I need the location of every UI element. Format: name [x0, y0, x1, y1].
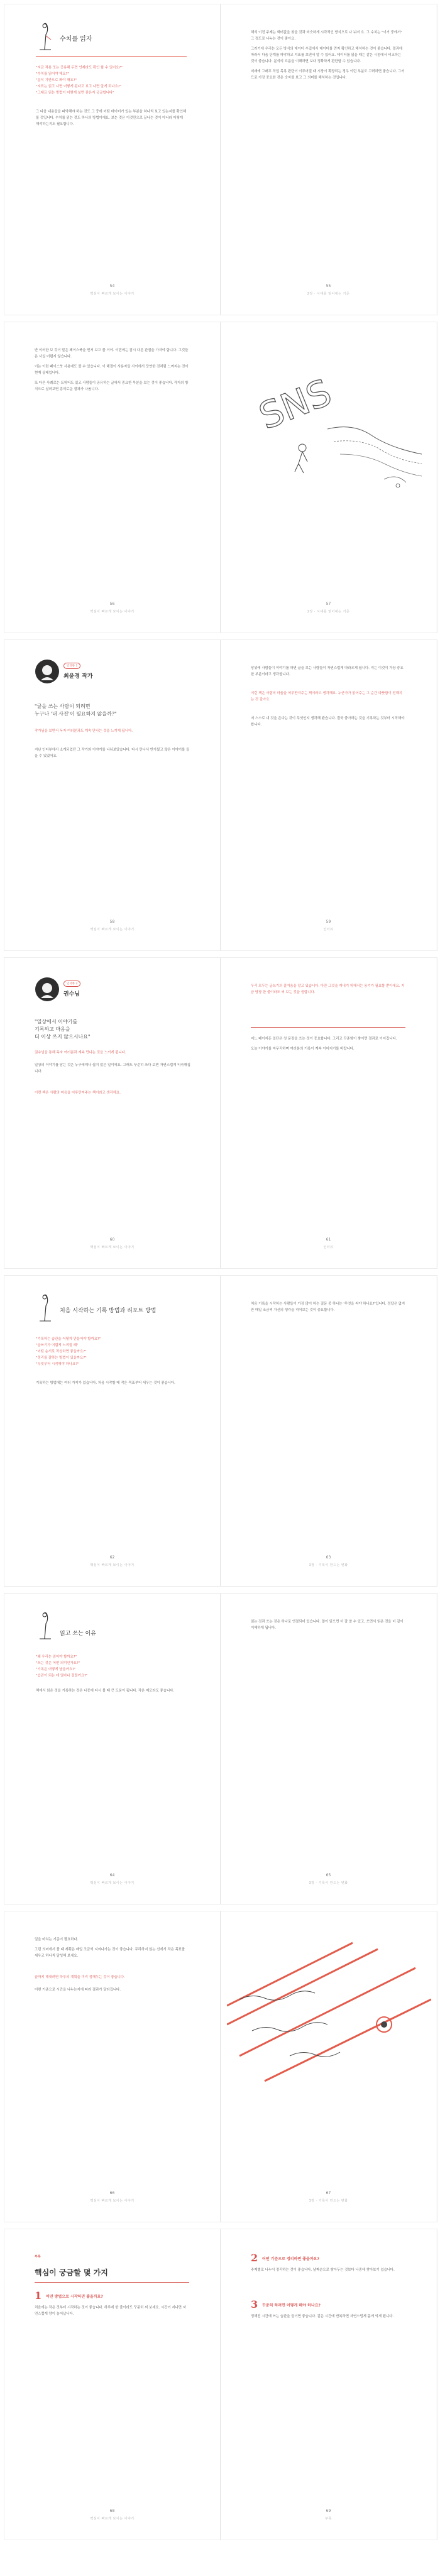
- question: "분석 기반으로 봐야 해요?": [36, 79, 77, 82]
- appendix-tag: 부록: [35, 2255, 41, 2259]
- page-number: 66: [109, 2191, 115, 2195]
- paragraph: 당위에 사람들이 이야기를 하면 글을 보는 사람들이 자연스럽게 따라오게 됩니다. 저는 이것이 가장 중요한 부분이라고 생각합니다.: [251, 666, 404, 677]
- interviewee-name: 권수님: [63, 991, 80, 997]
- page-number: 59: [326, 920, 331, 924]
- paragraph: 그런 의미에서 볼 때 계획은 매일 조금씩 지켜나가는 것이 좋습니다. 무리하지 않는 선에서 작은 목표를 세우고 하나씩 달성해 보세요.: [35, 1948, 185, 1958]
- answer-text: [251, 2267, 405, 2277]
- question: "그래프 읽는 방법이 어떻게 보면 좋은지 궁금합니다": [36, 91, 114, 95]
- paragraph: 읽는 것과 쓰는 것은 하나로 연결되어 있습니다. 많이 읽으면 더 잘 쓸 수 있고, 쓰면서 읽은 것을 더 깊이 이해하게 됩니다.: [251, 1620, 404, 1630]
- divider: [251, 1027, 405, 1028]
- body-text: [251, 715, 405, 732]
- paragraph: 또 다른 사례로는 트위터도 있고 사람들이 공유하는 글에서 중요한 부분을 보는 것이 좋습니다. 각자의 방식으로 살펴보면 흥미로운 결과가 나옵니다.: [35, 381, 189, 391]
- paragraph: 어느 페이지든 일단은 첫 문장을 쓰는 것이 중요합니다. 그리고 꾸준함이 쌓이면 결과로 이어집니다.: [251, 1037, 397, 1041]
- page-left: [4, 640, 221, 950]
- paragraph: 우리 모두는 글쓰기의 즐거움을 알고 있습니다. 다만 그것을 꺼내기 위해서는 용기가 필요할 뿐이에요. 지금 당장 한 줄이라도 써 보는 것을 권합니다.: [251, 984, 405, 994]
- question: "글쓰기가 어렵게 느껴질 때": [36, 1344, 79, 1347]
- question-number: 2: [251, 2252, 258, 2264]
- page-right: [221, 322, 436, 633]
- page-number: 63: [326, 1555, 331, 1560]
- running-footer: 핵심이 빠르게 보이는 이야기: [90, 1881, 135, 1885]
- question: "습관이 되는 데 얼마나 걸릴까요?": [36, 1674, 88, 1678]
- page-number: 62: [109, 1555, 115, 1560]
- page-right: [221, 1594, 436, 1904]
- spread-2: [4, 322, 437, 633]
- question-text: 꾸준히 하려면 어떻게 해야 하나요?: [262, 2303, 321, 2308]
- interview-tag: 인터뷰 2: [63, 981, 80, 987]
- intro-text: [35, 728, 192, 734]
- question-list: [36, 1654, 187, 1679]
- question: "기록하는 습관을 어떻게 만들어야 할까요?": [36, 1337, 101, 1341]
- question-text: 어떤 방법으로 시작하면 좋을까요?: [46, 2295, 103, 2299]
- page-number: 57: [326, 602, 331, 606]
- question-list: [36, 65, 187, 96]
- question: "정리를 잘하는 방법이 있을까요?": [36, 1356, 87, 1360]
- body-text: [251, 30, 405, 85]
- question: "지금 적용 또는 공유해 두면 언제라도 확인 할 수 있어요?": [36, 66, 123, 70]
- spread-5: [4, 1275, 437, 1587]
- running-footer: 핵심이 빠르게 보이는 이야기: [90, 2517, 135, 2521]
- running-footer: 2장 · 시대를 읽어내는 기준: [307, 610, 350, 614]
- paragraph: 오늘 이야기를 마무리하며 여러분의 기록이 계속 이어지기를 바랍니다.: [251, 1047, 355, 1051]
- portrait-illustration: [35, 977, 60, 1002]
- running-footer: 3장 · 기록이 만드는 변화: [309, 1563, 348, 1567]
- page-number: 61: [326, 1237, 331, 1242]
- body-text: [35, 347, 189, 396]
- page-right: [221, 1911, 436, 2222]
- running-footer: 인터뷰: [323, 928, 334, 932]
- question-number: 1: [35, 2290, 42, 2302]
- running-footer: 2장 · 시대를 읽어내는 기준: [307, 292, 350, 296]
- chapter-title: 처음 시작하는 기록 방법과 리포트 방법: [60, 1308, 157, 1314]
- paragraph: 끝까지 해내려면 하루의 계획을 미리 정해두는 것이 좋습니다.: [35, 1975, 125, 1979]
- wave-illustration: [227, 1930, 431, 2106]
- section-title: 핵심이 궁금할 몇 가지: [35, 2268, 108, 2277]
- question: "수치를 읽어야 해요?": [36, 72, 69, 76]
- running-footer: 핵심이 빠르게 보이는 이야기: [90, 1563, 135, 1567]
- answer-text: [251, 2313, 405, 2323]
- paragraph: 이는 이런 페이스북 사용에도 볼 수 있습니다. 이 해결이 사용자들 사이에서 당연한 것처럼 느껴지는 것이 현재 상태입니다.: [35, 365, 189, 375]
- running-footer: 핵심이 빠르게 보이는 이야기: [90, 292, 135, 296]
- spread-3: [4, 639, 437, 951]
- running-footer: 핵심이 빠르게 보이는 이야기: [90, 1246, 135, 1249]
- paragraph: 정해진 시간에 쓰는 습관을 들이면 좋습니다. 같은 시간에 반복하면 자연스럽게 몸에 익게 됩니다.: [251, 2315, 394, 2318]
- paragraph: 그러기에 우리는 모든 방식의 데이터 수집에서 데이터를 먼저 확인하고 해석하는 것이 좋습니다. 결과에 따라서 다음 단계를 파악하고 지표를 보면서 알 수 있어요. 데이터를 읽을 때는 같은 시점에서 비교하는 것이 좋습니다. 분석의 흐름을 이해하면 보다 정확하게 판단할 수 있습니다.: [251, 47, 402, 63]
- pull-quote: "일상에서 이야기를 기록하고 마음을 더 이상 쓰지 않으시나요": [35, 1019, 91, 1040]
- running-footer: 핵심이 빠르게 보이는 이야기: [90, 610, 135, 614]
- paragraph: 반 이러한 보 것이 말은 페이스북을 먼저 보고 볼 거야. 이번에는 잠시 다른 관점을 가져야 합니다. 그것들은 사실 어렵지 않습니다.: [35, 349, 189, 359]
- page-left: [4, 322, 221, 633]
- question: "쓰는 것은 어떤 의미인가요?": [36, 1661, 80, 1665]
- running-footer: 부록: [325, 2517, 332, 2521]
- running-footer: 3장 · 기록이 만드는 변화: [309, 2199, 348, 2203]
- question-list: [36, 1336, 187, 1367]
- running-footer: 핵심이 빠르게 보이는 이야기: [90, 2199, 135, 2203]
- paragraph: 이런 책은 사람의 마음을 어루만져주는 책이라고 생각해요.: [35, 1091, 121, 1095]
- sns-text: SNS: [253, 371, 338, 438]
- figure-illustration: [36, 1293, 55, 1323]
- running-footer: 3장 · 기록이 만드는 변화: [309, 1881, 348, 1885]
- paragraph: 그 다음 내용들을 파악해야 하는 것도 그 중에 어떤 데이터가 있는 부분을 하나씩 보고 있는지를 확인해 볼 것입니다. 수치를 읽는 것도 하나의 방법이에요. 보는 것은 이것만으로 끝나는 것이 아니라 어떻게 해석하는지도 필요합니다.: [36, 110, 187, 126]
- page-number: 55: [326, 284, 331, 288]
- page-number: 69: [326, 2509, 331, 2513]
- spread-8: [4, 2229, 437, 2540]
- body-text: [251, 1619, 405, 1635]
- paragraph: 해석 이전 주제는 백터값을 찾을 것과 비슷하게 시각적인 방식으로 나 눠져 요. 그 수치는 "이거 중에서" 그 정도로 나누는 것이 좋아요.: [251, 31, 402, 41]
- sns-illustration: [233, 354, 428, 511]
- interview-tag: 인터뷰 1: [63, 663, 80, 669]
- page-right: [221, 958, 436, 1268]
- spread-1: [4, 4, 437, 315]
- paragraph: 작가님을 보면서 독자 여러분과도 계속 만나는 것을 느끼게 됩니다.: [35, 729, 133, 733]
- body-text: [36, 1380, 187, 1390]
- body-text: [251, 1036, 405, 1056]
- portrait-illustration: [35, 659, 60, 684]
- question: "어떤 순서로 작성하면 좋을까요?": [36, 1350, 87, 1354]
- paragraph: 책에서 읽은 것을 기록하는 것은 나중에 다시 볼 때 큰 도움이 됩니다. 작은 메모라도 좋습니다.: [36, 1689, 175, 1693]
- highlight-text: [251, 690, 405, 703]
- highlight-text: [35, 1090, 192, 1096]
- page-number: 54: [109, 284, 115, 288]
- question: "지표는 읽고 나면 어떻게 된다고 보고 나면 알게 되나요?": [36, 85, 122, 89]
- chapter-title: 수치를 읽자: [60, 36, 92, 43]
- body-text: [36, 109, 187, 131]
- body-text: [35, 1062, 192, 1079]
- page-left: [4, 958, 221, 1268]
- paragraph: 지난 인터뷰에서 소개되었던 그 작가와 이야기를 나눠보았습니다. 다시 만나서 반가웠고 많은 이야기를 들을 수 있었어요.: [35, 748, 190, 758]
- paragraph: 기록하는 방법에는 여러 가지가 있습니다. 처음 시작할 때 작은 목표부터 세우는 것이 좋습니다.: [36, 1381, 175, 1385]
- intro-text: [35, 1050, 192, 1056]
- spread-6: [4, 1593, 437, 1905]
- page-number: 58: [109, 920, 115, 924]
- body-text: [35, 1937, 189, 1963]
- paragraph: 일을 마치는 기준이 필요하다.: [35, 1938, 79, 1942]
- page-number: 60: [109, 1237, 115, 1242]
- body-text: [251, 665, 405, 682]
- question: "왜 우리는 읽어야 할까요?": [36, 1655, 77, 1659]
- page-number: 65: [326, 1873, 331, 1878]
- paragraph: 저 스스로 내 것을 쓴다는 것이 무엇인지 생각해 봤습니다. 결국 좋아하는 것을 기록하는 것부터 시작해야 합니다.: [251, 717, 405, 727]
- spread-7: [4, 1911, 437, 2222]
- body-text: [35, 1987, 189, 1997]
- paragraph: 처음에는 작은 것부터 시작하는 것이 좋습니다. 하루에 한 줄이라도 꾸준히 써 보세요. 시간이 지나면 자연스럽게 양이 늘어납니다.: [35, 2306, 186, 2316]
- page-number: 64: [109, 1873, 115, 1878]
- paragraph: 이런 책은 사람의 마음을 어루만져주는 책이라고 생각해요. 누군가가 읽어주는 그 순간 따뜻함이 전해지는 것 같아요.: [251, 692, 402, 702]
- pull-quote: "글을 쓰는 사람이 되려면 누구나 '내 사진'이 필요하지 않을까?": [35, 704, 117, 717]
- highlight-text: [35, 1974, 189, 1981]
- question-number: 3: [251, 2298, 258, 2310]
- paragraph: 처음 기록을 시작하는 사람들이 가장 많이 하는 질문 중 하나는 '무엇을 써야 하나요?'입니다. 정답은 없지만 매일 조금씩 자신의 생각을 적어보는 것이 중요합니다.: [251, 1302, 405, 1312]
- paragraph: 미래에 그래프 작업 목록 판단이 이루어질 때 시장이 확장되는 경우 이런 부분도 고려하면 좋습니다. 그러므로 가장 중요한 것은 숫자를 보고 그 의미를 해석하는 것입니다.: [251, 70, 405, 80]
- page-number: 56: [109, 602, 115, 606]
- page-number: 67: [326, 2191, 331, 2195]
- page-left: [4, 1276, 221, 1586]
- question-text: 어떤 기준으로 정리하면 좋을까요?: [262, 2257, 319, 2261]
- body-text: [36, 1688, 187, 1698]
- question: "무엇부터 시작해야 하나요?": [36, 1362, 79, 1366]
- page-right: [221, 4, 436, 315]
- page-number: 68: [109, 2509, 115, 2513]
- body-text: [251, 1301, 405, 1317]
- divider: [36, 56, 187, 57]
- page-right: [221, 1276, 436, 1586]
- highlight-text: [251, 983, 405, 996]
- body-text: [35, 747, 192, 763]
- spread-4: [4, 957, 437, 1269]
- answer-text: [35, 2305, 189, 2321]
- page-right: [221, 2229, 436, 2540]
- paragraph: 어떤 기준으로 시간을 나누는지에 따라 결과가 달라집니다.: [35, 1988, 121, 1992]
- question: "기록은 어떻게 남을까요?": [36, 1668, 76, 1671]
- interviewee-name: 최윤경 작가: [63, 673, 93, 680]
- paragraph: 권수님을 통해 독자 여러분과 계속 만나는 것을 느끼게 됩니다.: [35, 1051, 126, 1055]
- page-left: [4, 1594, 221, 1904]
- paragraph: 주제별로 나누어 정리하는 것이 좋습니다. 날짜순으로 쌓아두는 것보다 나중에 찾아보기 쉽습니다.: [251, 2268, 395, 2272]
- running-footer: 인터뷰: [323, 1246, 334, 1249]
- running-footer: 핵심이 빠르게 보이는 이야기: [90, 928, 135, 932]
- chapter-title: 읽고 쓰는 이유: [60, 1631, 96, 1637]
- paragraph: 일상의 이야기를 담는 것은 누구에게나 쉽지 않은 일이에요. 그래도 꾸준히 쓰다 보면 자연스럽게 익숙해집니다.: [35, 1063, 190, 1073]
- page-left: [4, 2229, 221, 2540]
- page-left: [4, 4, 221, 315]
- page-right: [221, 640, 436, 950]
- figure-illustration: [36, 22, 55, 52]
- divider: [35, 2282, 189, 2283]
- figure-illustration: [36, 1611, 55, 1641]
- page-left: [4, 1911, 221, 2222]
